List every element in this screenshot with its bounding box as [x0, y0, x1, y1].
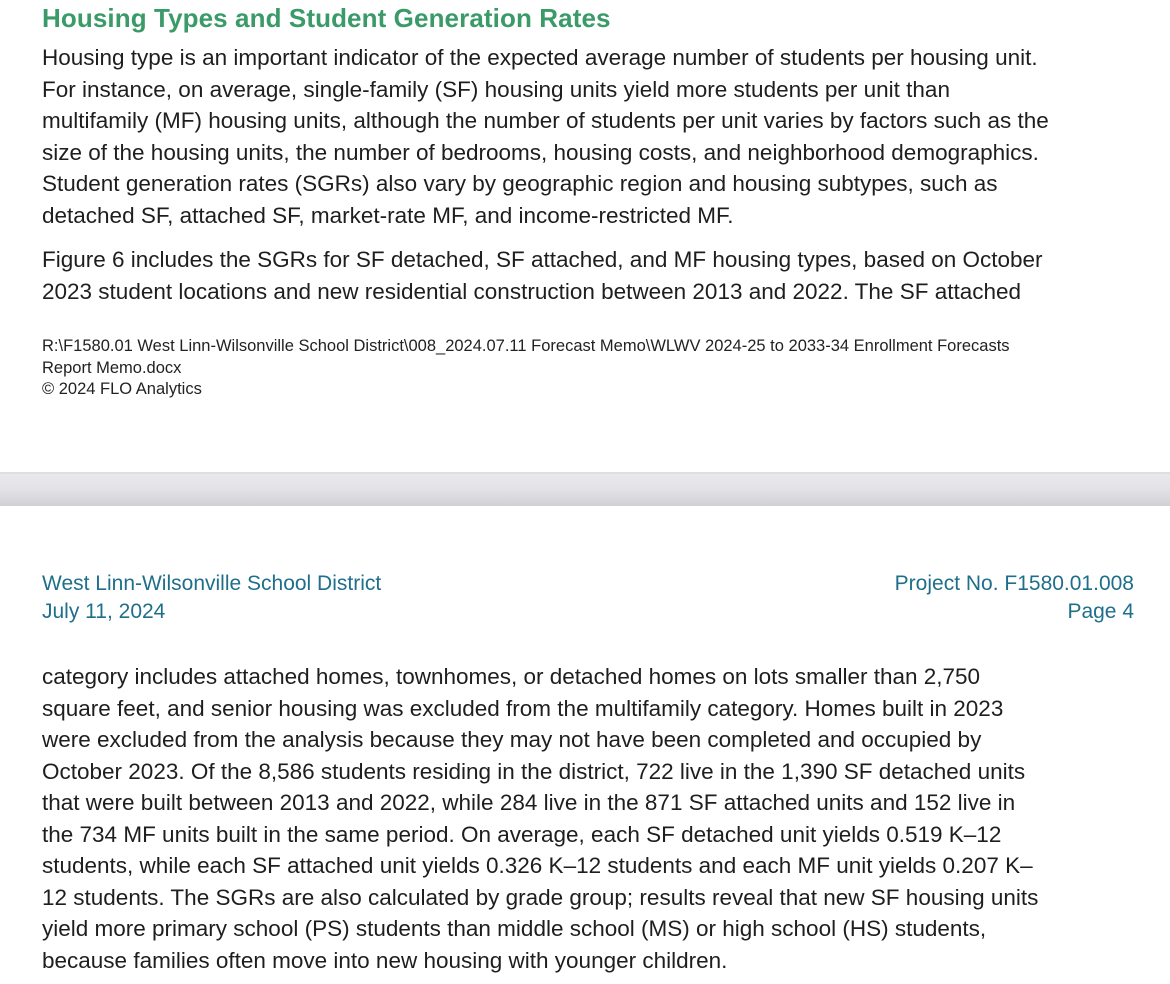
paragraph-sgr-results: [42, 661, 1152, 976]
paragraph-line: Student generation rates (SGRs) also vary by geographic region and housing subtypes, such as: [42, 171, 998, 196]
paragraph-line: students, while each SF attached unit yields 0.326 K–12 students and each MF unit yields 0.207 K–: [42, 853, 1033, 878]
paragraph-figure-6: [42, 244, 1152, 307]
paragraph-line: the 734 MF units built in the same period. On average, each SF detached unit yields 0.519 K–12: [42, 821, 1002, 847]
paragraph-line: For instance, on average, single-family (SF) housing units yield more students per unit than: [42, 76, 950, 102]
section-heading: Housing Types and Student Generation Rates: [42, 3, 611, 33]
paragraph-line: size of the housing units, the number of bedrooms, housing costs, and neighborhood demographics.: [42, 139, 1039, 165]
page-separator-edge: [0, 472, 1170, 474]
header-date: July 11, 2024: [42, 600, 166, 623]
header-project-number: Project No. F1580.01.008: [894, 572, 1134, 595]
footer-file-path-continued: Report Memo.docx: [42, 358, 182, 377]
header-page-number: Page 4: [1067, 600, 1134, 623]
paragraph-line: were excluded from the analysis because they may not have been completed and occupied by: [42, 727, 982, 752]
footer-file-path: R:\F1580.01 West Linn-Wilsonville School District\008_2024.07.11 Forecast Memo\WLWV 2024-25 to 2033-34 Enrollment Forecasts: [42, 337, 1010, 355]
paragraph-line: Figure 6 includes the SGRs for SF detached, SF attached, and MF housing types, based on October: [42, 247, 1043, 272]
paragraph-line: 2023 student locations and new residential construction between 2013 and 2022. The SF attached: [42, 278, 1022, 304]
paragraph-line: category includes attached homes, townhomes, or detached homes on lots smaller than 2,750: [42, 664, 981, 689]
paragraph-line: detached SF, attached SF, market-rate MF, and income-restricted MF.: [42, 202, 734, 228]
paragraph-line: because families often move into new housing with younger children.: [42, 947, 728, 973]
page-header-right: [895, 570, 1134, 626]
paragraph-line: yield more primary school (PS) students than middle school (MS) or high school (HS) students,: [42, 916, 987, 941]
footer-copyright: © 2024 FLO Analytics: [42, 380, 202, 398]
document-page-top: [0, 0, 1170, 472]
paragraph-line: square feet, and senior housing was excluded from the multifamily category. Homes built in 2023: [42, 695, 1004, 721]
page-footer: [42, 336, 1142, 401]
page-header-left: [42, 570, 381, 626]
paragraph-line: October 2023. Of the 8,586 students residing in the district, 722 live in the 1,390 SF detached units: [42, 758, 1026, 784]
header-organization: West Linn-Wilsonville School District: [42, 572, 382, 595]
page-separator: [0, 472, 1170, 506]
paragraph-housing-type: [42, 42, 1152, 231]
paragraph-line: Housing type is an important indicator of the expected average number of students per housing unit.: [42, 45, 1038, 70]
paragraph-line: 12 students. The SGRs are also calculated by grade group; results reveal that new SF housing units: [42, 884, 1039, 910]
document-page-bottom: [0, 506, 1170, 984]
paragraph-line: that were built between 2013 and 2022, while 284 live in the 871 SF attached units and 152 live in: [42, 790, 1016, 815]
paragraph-line: multifamily (MF) housing units, although the number of students per unit varies by factors such as the: [42, 108, 1049, 133]
